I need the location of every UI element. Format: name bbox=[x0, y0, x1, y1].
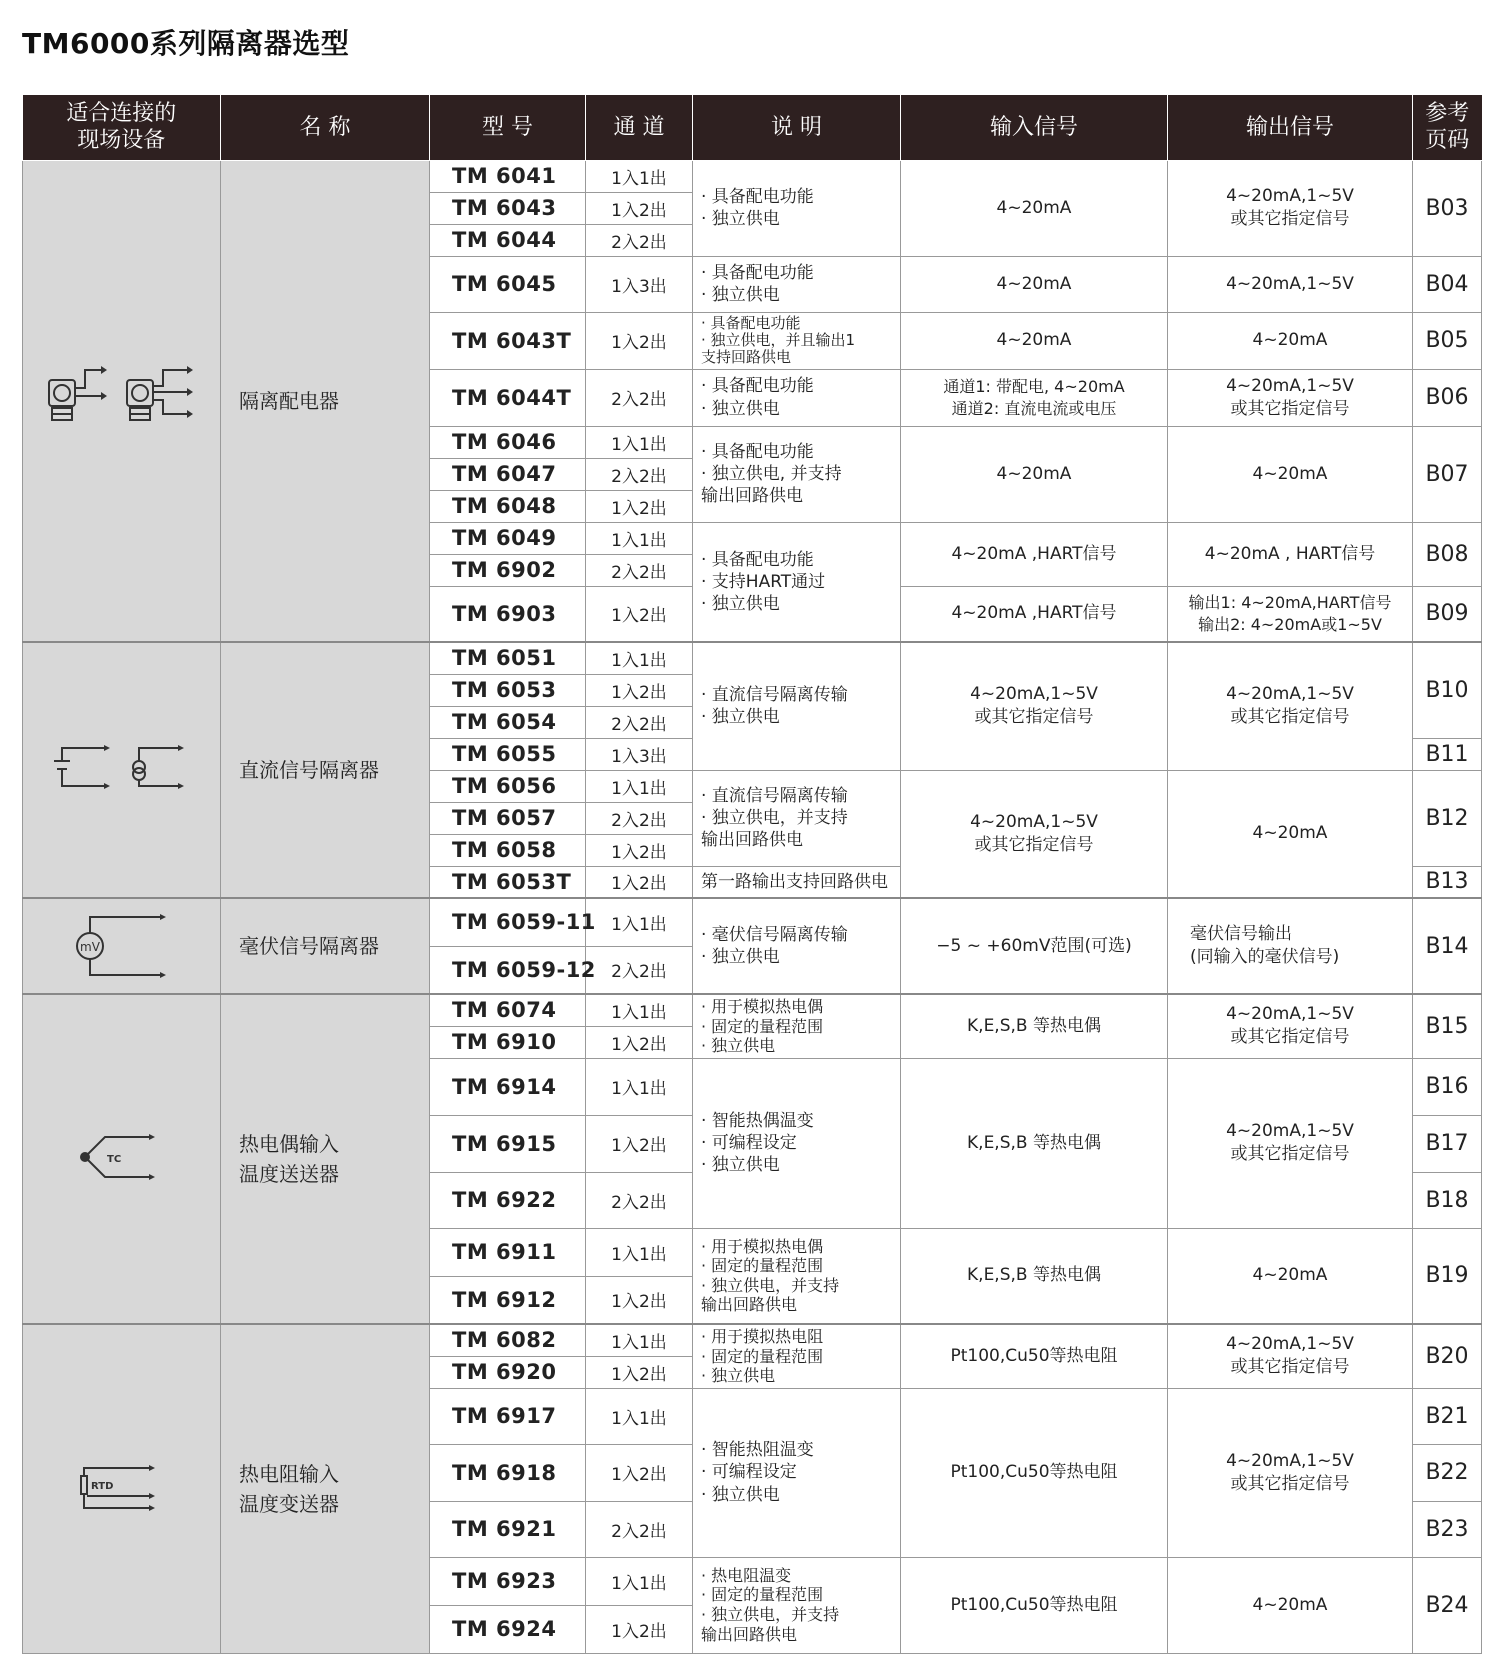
description: · 用于模拟热电偶 · 固定的量程范围 · 独立供电，并支持 输出回路供电 bbox=[693, 1228, 901, 1324]
page-reference: B05 bbox=[1413, 312, 1482, 369]
channel-spec: 1入2出 bbox=[586, 1026, 693, 1058]
channel-spec: 1入2出 bbox=[586, 834, 693, 866]
input-signal: Pt100,Cu50等热电阻 bbox=[901, 1557, 1168, 1653]
input-signal: 4~20mA bbox=[901, 312, 1168, 369]
table-row bbox=[23, 994, 1482, 1026]
page-reference: B17 bbox=[1413, 1115, 1482, 1172]
page-reference: B07 bbox=[1413, 426, 1482, 522]
page-reference: B14 bbox=[1413, 898, 1482, 994]
millivolt-icon bbox=[74, 911, 170, 981]
model-number: TM 6045 bbox=[430, 256, 586, 312]
model-number: TM 6902 bbox=[430, 554, 586, 586]
model-number: TM 6074 bbox=[430, 994, 586, 1026]
channel-spec: 2入2出 bbox=[586, 1172, 693, 1228]
output-signal: 4~20mA bbox=[1168, 770, 1413, 898]
description: · 具备配电功能 · 独立供电 bbox=[693, 256, 901, 312]
model-number: TM 6924 bbox=[430, 1605, 586, 1653]
output-signal: 4~20mA bbox=[1168, 1557, 1413, 1653]
model-number: TM 6082 bbox=[430, 1324, 586, 1356]
output-signal: 4~20mA bbox=[1168, 1228, 1413, 1324]
description: · 直流信号隔离传输 · 独立供电，并支持 输出回路供电 bbox=[693, 770, 901, 866]
header-device: 适合连接的 现场设备 bbox=[23, 95, 221, 160]
channel-spec: 2入2出 bbox=[586, 369, 693, 426]
millivolt-icon-label: mV bbox=[79, 940, 100, 954]
channel-spec: 1入1出 bbox=[586, 1058, 693, 1115]
channel-spec: 1入1出 bbox=[586, 160, 693, 192]
description: · 热电阻温变 · 固定的量程范围 · 独立供电，并支持 输出回路供电 bbox=[693, 1557, 901, 1653]
description: · 毫伏信号隔离传输 · 独立供电 bbox=[693, 898, 901, 994]
device-icon-cell bbox=[23, 642, 221, 898]
model-number: TM 6910 bbox=[430, 1026, 586, 1058]
device-name: 直流信号隔离器 bbox=[221, 642, 430, 898]
model-number: TM 6048 bbox=[430, 490, 586, 522]
header-page: 参考 页码 bbox=[1413, 95, 1482, 160]
page-reference: B21 bbox=[1413, 1388, 1482, 1444]
channel-spec: 1入1出 bbox=[586, 1228, 693, 1276]
channel-spec: 1入1出 bbox=[586, 426, 693, 458]
description: 第一路输出支持回路供电 bbox=[693, 866, 901, 898]
page-reference: B03 bbox=[1413, 160, 1482, 256]
table-row bbox=[23, 1324, 1482, 1356]
channel-spec: 1入3出 bbox=[586, 256, 693, 312]
header-input: 输入信号 bbox=[901, 95, 1168, 160]
output-signal: 4~20mA,1~5V 或其它指定信号 bbox=[1168, 1388, 1413, 1557]
channel-spec: 2入2出 bbox=[586, 802, 693, 834]
model-number: TM 6903 bbox=[430, 586, 586, 642]
input-signal: K,E,S,B 等热电偶 bbox=[901, 994, 1168, 1058]
model-number: TM 6057 bbox=[430, 802, 586, 834]
page-reference: B06 bbox=[1413, 369, 1482, 426]
input-signal: K,E,S,B 等热电偶 bbox=[901, 1058, 1168, 1228]
model-number: TM 6051 bbox=[430, 642, 586, 674]
channel-spec: 1入1出 bbox=[586, 994, 693, 1026]
channel-spec: 1入2出 bbox=[586, 1115, 693, 1172]
channel-spec: 1入2出 bbox=[586, 490, 693, 522]
dc-source-icon bbox=[52, 745, 192, 795]
header-output: 输出信号 bbox=[1168, 95, 1413, 160]
channel-spec: 1入3出 bbox=[586, 738, 693, 770]
page-reference: B16 bbox=[1413, 1058, 1482, 1115]
model-number: TM 6915 bbox=[430, 1115, 586, 1172]
channel-spec: 1入2出 bbox=[586, 192, 693, 224]
channel-spec: 1入1出 bbox=[586, 1388, 693, 1444]
page-reference: B10 bbox=[1413, 642, 1482, 738]
device-icon-cell bbox=[23, 994, 221, 1324]
page-reference: B23 bbox=[1413, 1501, 1482, 1557]
device-name: 热电阻输入 温度变送器 bbox=[221, 1324, 430, 1653]
device-icon-cell bbox=[23, 160, 221, 642]
device-name: 毫伏信号隔离器 bbox=[221, 898, 430, 994]
model-number: TM 6914 bbox=[430, 1058, 586, 1115]
page-reference: B08 bbox=[1413, 522, 1482, 586]
channel-spec: 2入2出 bbox=[586, 554, 693, 586]
channel-spec: 1入1出 bbox=[586, 642, 693, 674]
thermocouple-icon bbox=[79, 1133, 165, 1185]
model-number: TM 6044T bbox=[430, 369, 586, 426]
input-signal: Pt100,Cu50等热电阻 bbox=[901, 1324, 1168, 1388]
table-row bbox=[23, 160, 1482, 192]
channel-spec: 1入1出 bbox=[586, 1557, 693, 1605]
channel-spec: 2入2出 bbox=[586, 946, 693, 994]
input-signal: 4~20mA bbox=[901, 256, 1168, 312]
channel-spec: 1入2出 bbox=[586, 674, 693, 706]
description: · 用于模拟热电偶 · 固定的量程范围 · 独立供电 bbox=[693, 994, 901, 1058]
device-name: 热电偶输入 温度送送器 bbox=[221, 994, 430, 1324]
model-number: TM 6922 bbox=[430, 1172, 586, 1228]
input-signal: 4~20mA,1~5V 或其它指定信号 bbox=[901, 642, 1168, 770]
model-number: TM 6912 bbox=[430, 1276, 586, 1324]
input-signal: Pt100,Cu50等热电阻 bbox=[901, 1388, 1168, 1557]
model-number: TM 6041 bbox=[430, 160, 586, 192]
output-signal: 4~20mA,1~5V bbox=[1168, 256, 1413, 312]
thermocouple-icon-label: TC bbox=[106, 1154, 121, 1165]
output-signal: 4~20mA,1~5V 或其它指定信号 bbox=[1168, 994, 1413, 1058]
output-signal: 4~20mA,1~5V 或其它指定信号 bbox=[1168, 369, 1413, 426]
model-number: TM 6043 bbox=[430, 192, 586, 224]
channel-spec: 1入2出 bbox=[586, 312, 693, 369]
page-reference: B22 bbox=[1413, 1444, 1482, 1501]
device-icon-cell bbox=[23, 1324, 221, 1653]
transmitter-icon bbox=[47, 366, 197, 436]
model-number: TM 6053 bbox=[430, 674, 586, 706]
header-row bbox=[23, 95, 1482, 160]
channel-spec: 1入2出 bbox=[586, 586, 693, 642]
input-signal: 4~20mA ,HART信号 bbox=[901, 586, 1168, 642]
model-number: TM 6058 bbox=[430, 834, 586, 866]
page-reference: B12 bbox=[1413, 770, 1482, 866]
channel-spec: 1入2出 bbox=[586, 1356, 693, 1388]
table-row bbox=[23, 642, 1482, 674]
model-number: TM 6918 bbox=[430, 1444, 586, 1501]
output-signal: 4~20mA,1~5V 或其它指定信号 bbox=[1168, 642, 1413, 770]
input-signal: 通道1: 带配电, 4~20mA 通道2: 直流电流或电压 bbox=[901, 369, 1168, 426]
table-row bbox=[23, 898, 1482, 946]
output-signal: 4~20mA , HART信号 bbox=[1168, 522, 1413, 586]
page-reference: B11 bbox=[1413, 738, 1482, 770]
page-reference: B09 bbox=[1413, 586, 1482, 642]
output-signal: 4~20mA,1~5V 或其它指定信号 bbox=[1168, 1324, 1413, 1388]
description: · 具备配电功能 · 独立供电，并且输出1 支持回路供电 bbox=[693, 312, 901, 369]
page-reference: B18 bbox=[1413, 1172, 1482, 1228]
description: · 具备配电功能 · 独立供电 bbox=[693, 369, 901, 426]
page-reference: B15 bbox=[1413, 994, 1482, 1058]
channel-spec: 1入1出 bbox=[586, 1324, 693, 1356]
input-signal: 4~20mA bbox=[901, 426, 1168, 522]
channel-spec: 2入2出 bbox=[586, 1501, 693, 1557]
rtd-icon bbox=[79, 1464, 165, 1514]
model-number: TM 6921 bbox=[430, 1501, 586, 1557]
output-signal: 4~20mA,1~5V 或其它指定信号 bbox=[1168, 1058, 1413, 1228]
description: · 具备配电功能 · 独立供电, 并支持 输出回路供电 bbox=[693, 426, 901, 522]
channel-spec: 1入2出 bbox=[586, 1276, 693, 1324]
model-number: TM 6046 bbox=[430, 426, 586, 458]
model-number: TM 6923 bbox=[430, 1557, 586, 1605]
description: · 具备配电功能 · 支持HART通过 · 独立供电 bbox=[693, 522, 901, 642]
header-channel: 通 道 bbox=[586, 95, 693, 160]
model-number: TM 6049 bbox=[430, 522, 586, 554]
model-number: TM 6911 bbox=[430, 1228, 586, 1276]
page-title: TM6000系列隔离器选型 bbox=[22, 27, 350, 60]
output-signal: 4~20mA bbox=[1168, 426, 1413, 522]
channel-spec: 2入2出 bbox=[586, 458, 693, 490]
selection-table bbox=[22, 95, 1482, 1654]
channel-spec: 1入2出 bbox=[586, 866, 693, 898]
page-reference: B24 bbox=[1413, 1557, 1482, 1653]
input-signal: 4~20mA ,HART信号 bbox=[901, 522, 1168, 586]
model-number: TM 6047 bbox=[430, 458, 586, 490]
output-signal: 4~20mA,1~5V 或其它指定信号 bbox=[1168, 160, 1413, 256]
model-number: TM 6059-12 bbox=[430, 946, 586, 994]
page-reference: B13 bbox=[1413, 866, 1482, 898]
page-reference: B20 bbox=[1413, 1324, 1482, 1388]
page-reference: B19 bbox=[1413, 1228, 1482, 1324]
channel-spec: 2入2出 bbox=[586, 224, 693, 256]
device-icon-cell bbox=[23, 898, 221, 994]
channel-spec: 1入1出 bbox=[586, 770, 693, 802]
description: · 智能热偶温变 · 可编程设定 · 独立供电 bbox=[693, 1058, 901, 1228]
channel-spec: 1入2出 bbox=[586, 1444, 693, 1501]
description: · 具备配电功能 · 独立供电 bbox=[693, 160, 901, 256]
description: · 用于摸拟热电阻 · 固定的量程范围 · 独立供电 bbox=[693, 1324, 901, 1388]
model-number: TM 6044 bbox=[430, 224, 586, 256]
input-signal: K,E,S,B 等热电偶 bbox=[901, 1228, 1168, 1324]
input-signal: 4~20mA,1~5V 或其它指定信号 bbox=[901, 770, 1168, 898]
model-number: TM 6059-11 bbox=[430, 898, 586, 946]
model-number: TM 6055 bbox=[430, 738, 586, 770]
header-name: 名 称 bbox=[221, 95, 430, 160]
model-number: TM 6056 bbox=[430, 770, 586, 802]
header-description: 说 明 bbox=[693, 95, 901, 160]
model-number: TM 6917 bbox=[430, 1388, 586, 1444]
model-number: TM 6054 bbox=[430, 706, 586, 738]
description: · 智能热阻温变 · 可编程设定 · 独立供电 bbox=[693, 1388, 901, 1557]
channel-spec: 1入1出 bbox=[586, 898, 693, 946]
output-signal: 输出1: 4~20mA,HART信号 输出2: 4~20mA或1~5V bbox=[1168, 586, 1413, 642]
header-model: 型 号 bbox=[430, 95, 586, 160]
page-reference: B04 bbox=[1413, 256, 1482, 312]
model-number: TM 6043T bbox=[430, 312, 586, 369]
model-number: TM 6920 bbox=[430, 1356, 586, 1388]
channel-spec: 1入1出 bbox=[586, 522, 693, 554]
output-signal: 4~20mA bbox=[1168, 312, 1413, 369]
model-number: TM 6053T bbox=[430, 866, 586, 898]
device-name: 隔离配电器 bbox=[221, 160, 430, 642]
rtd-icon-label: RTD bbox=[90, 1480, 113, 1492]
output-signal: 毫伏信号输出 (同输入的毫伏信号) bbox=[1168, 898, 1413, 994]
input-signal: −5 ~ +60mV范围(可选) bbox=[901, 898, 1168, 994]
channel-spec: 1入2出 bbox=[586, 1605, 693, 1653]
description: · 直流信号隔离传输 · 独立供电 bbox=[693, 642, 901, 770]
input-signal: 4~20mA bbox=[901, 160, 1168, 256]
channel-spec: 2入2出 bbox=[586, 706, 693, 738]
